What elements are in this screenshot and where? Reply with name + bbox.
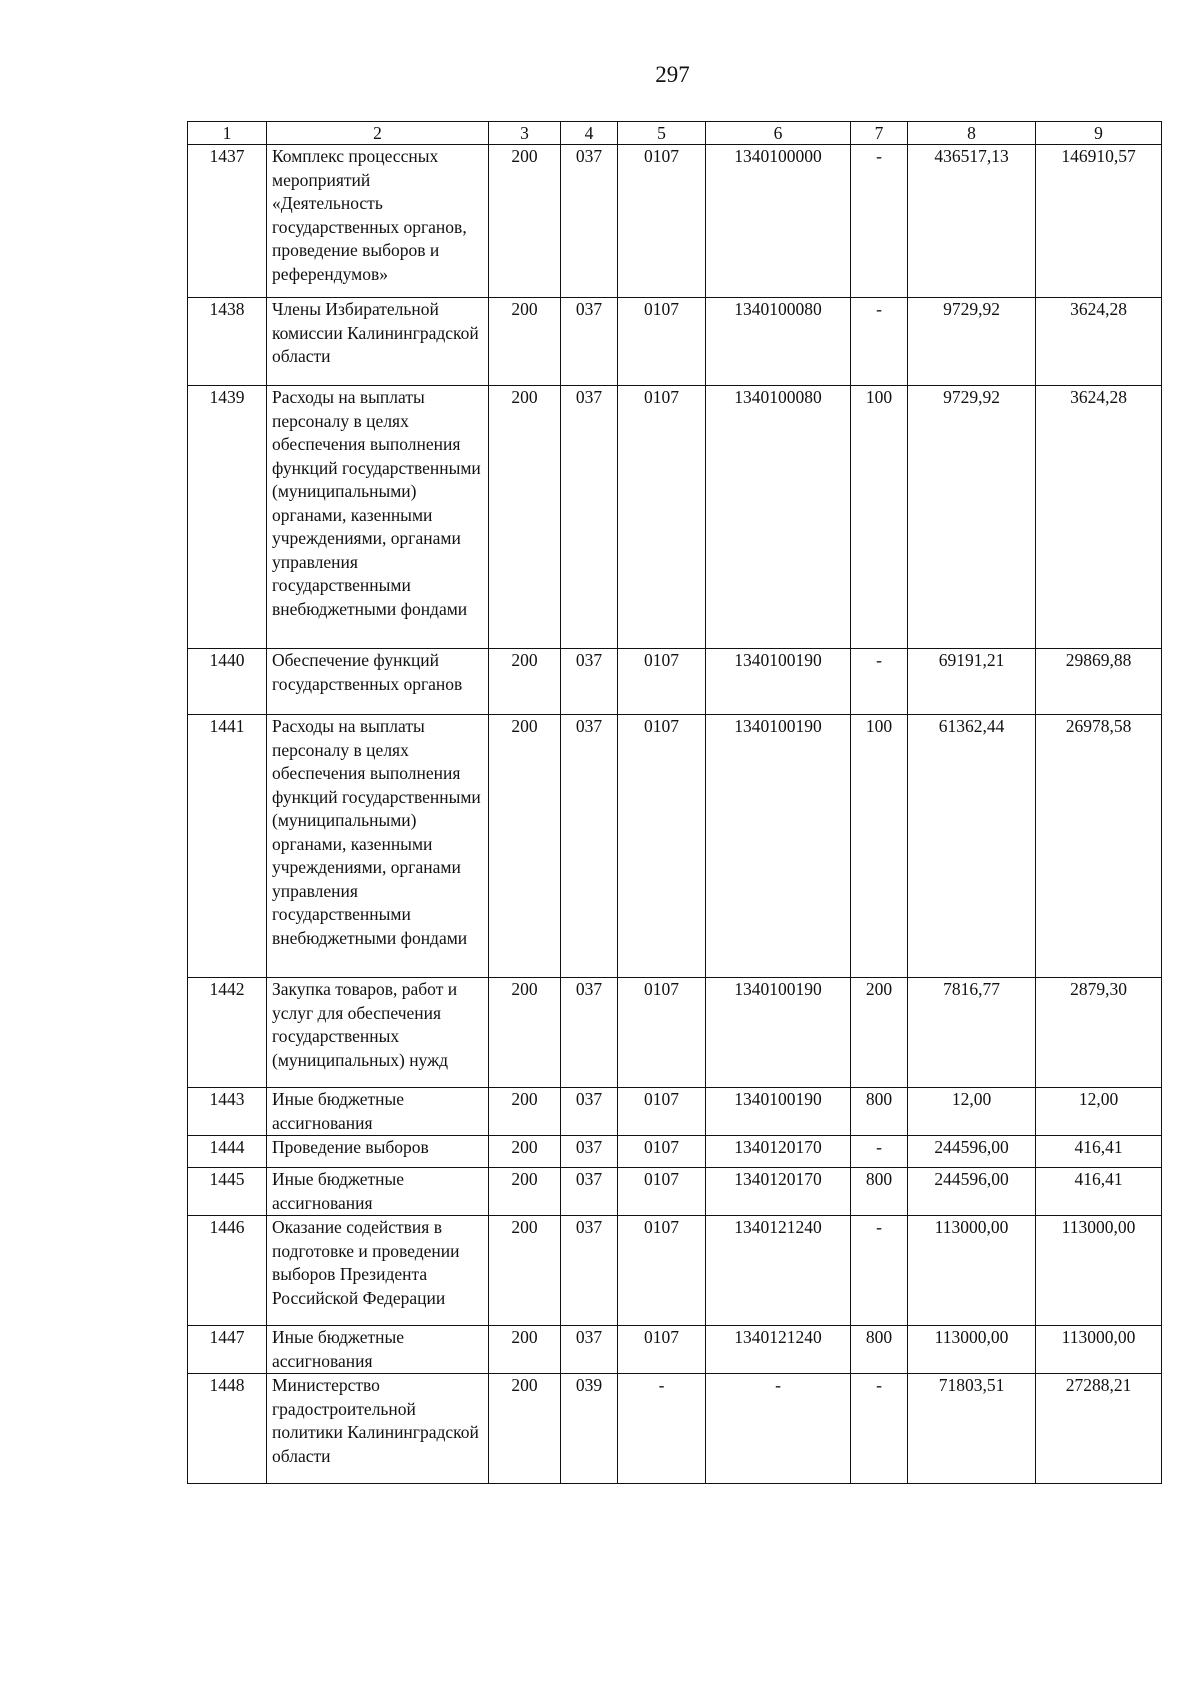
row-value-cell: - [851,1136,908,1168]
row-value-cell: 71803,51 [908,1374,1036,1484]
row-value-cell: 0107 [618,1136,706,1168]
row-value-cell: 1340100190 [706,715,851,978]
row-value-cell: 037 [561,978,618,1088]
row-value-cell: 800 [851,1088,908,1136]
row-number-cell: 1442 [188,978,267,1088]
row-name-cell: Члены Избирательной комиссии Калининградской области [267,298,489,386]
row-number-cell: 1447 [188,1326,267,1374]
table-row [188,1326,1162,1374]
row-value-cell: 200 [489,386,561,649]
row-value-cell: 113000,00 [908,1326,1036,1374]
row-value-cell: 69191,21 [908,649,1036,715]
row-value-cell: 1340120170 [706,1168,851,1216]
row-value-cell: 1340121240 [706,1326,851,1374]
column-header: 2 [267,122,489,145]
row-number-cell: 1437 [188,145,267,298]
row-value-cell: 200 [489,298,561,386]
row-value-cell: 12,00 [908,1088,1036,1136]
page-number: 297 [655,62,690,87]
table-row [188,1136,1162,1168]
row-value-cell: 100 [851,715,908,978]
row-value-cell: 1340100190 [706,978,851,1088]
row-name-cell: Проведение выборов [267,1136,489,1168]
row-value-cell: 200 [489,1216,561,1326]
row-value-cell: 113000,00 [908,1216,1036,1326]
row-value-cell: 113000,00 [1036,1216,1162,1326]
row-name-cell: Обеспечение функций государственных органов [267,649,489,715]
row-value-cell: 26978,58 [1036,715,1162,978]
row-number-cell: 1443 [188,1088,267,1136]
row-value-cell: 800 [851,1168,908,1216]
row-name-cell: Иные бюджетные ассигнования [267,1326,489,1374]
row-number-cell: 1441 [188,715,267,978]
table-row [188,386,1162,649]
row-value-cell: 436517,13 [908,145,1036,298]
row-value-cell: 200 [489,1088,561,1136]
row-value-cell: 1340121240 [706,1216,851,1326]
row-value-cell: 3624,28 [1036,386,1162,649]
row-value-cell: - [706,1374,851,1484]
row-value-cell: 037 [561,649,618,715]
row-value-cell: - [851,1216,908,1326]
row-name-cell: Закупка товаров, работ и услуг для обеспечения государственных (муниципальных) нужд [267,978,489,1088]
row-name-cell: Министерство градостроительной политики Калининградской области [267,1374,489,1484]
header-row [188,122,1162,145]
row-value-cell: 9729,92 [908,386,1036,649]
row-value-cell: 7816,77 [908,978,1036,1088]
column-header: 6 [706,122,851,145]
row-value-cell: 200 [489,1326,561,1374]
row-value-cell: 1340100080 [706,298,851,386]
row-value-cell: 037 [561,1326,618,1374]
row-value-cell: 12,00 [1036,1088,1162,1136]
row-value-cell: 0107 [618,649,706,715]
row-value-cell: 800 [851,1326,908,1374]
column-header: 5 [618,122,706,145]
row-value-cell: 3624,28 [1036,298,1162,386]
row-number-cell: 1439 [188,386,267,649]
row-value-cell: 1340100080 [706,386,851,649]
table-row [188,1088,1162,1136]
row-value-cell: 0107 [618,1326,706,1374]
table-row [188,145,1162,298]
row-value-cell: - [851,145,908,298]
table-row [188,649,1162,715]
row-value-cell: 037 [561,386,618,649]
row-value-cell: 61362,44 [908,715,1036,978]
row-value-cell: 0107 [618,1216,706,1326]
row-value-cell: 037 [561,715,618,978]
column-header: 8 [908,122,1036,145]
row-value-cell: - [851,649,908,715]
row-value-cell: 0107 [618,1088,706,1136]
table-row [188,978,1162,1088]
row-name-cell: Комплекс процессных мероприятий «Деятельность государственных органов, проведение выборов и референдумов» [267,145,489,298]
row-value-cell: 0107 [618,298,706,386]
row-value-cell: 0107 [618,978,706,1088]
row-value-cell: 244596,00 [908,1168,1036,1216]
column-header: 9 [1036,122,1162,145]
table-row [188,298,1162,386]
table-row [188,1374,1162,1484]
row-value-cell: 0107 [618,1168,706,1216]
row-number-cell: 1444 [188,1136,267,1168]
row-name-cell: Иные бюджетные ассигнования [267,1088,489,1136]
row-value-cell: - [851,298,908,386]
row-number-cell: 1440 [188,649,267,715]
column-header: 7 [851,122,908,145]
row-value-cell: 100 [851,386,908,649]
row-value-cell: 200 [489,978,561,1088]
row-value-cell: 244596,00 [908,1136,1036,1168]
table-row [188,1168,1162,1216]
row-value-cell: 416,41 [1036,1168,1162,1216]
row-value-cell: 27288,21 [1036,1374,1162,1484]
row-value-cell: 037 [561,145,618,298]
row-name-cell: Расходы на выплаты персоналу в целях обеспечения выполнения функций государственными (муниципальными) органами, казенными учреждениями, органами управления государственными внебюджетными фондами [267,715,489,978]
table-row [188,1216,1162,1326]
row-value-cell: 037 [561,1216,618,1326]
column-header: 4 [561,122,618,145]
row-number-cell: 1446 [188,1216,267,1326]
row-value-cell: 1340100190 [706,649,851,715]
row-value-cell: 1340100190 [706,1088,851,1136]
row-value-cell: 113000,00 [1036,1326,1162,1374]
row-value-cell: 1340120170 [706,1136,851,1168]
row-value-cell: 039 [561,1374,618,1484]
row-number-cell: 1445 [188,1168,267,1216]
row-name-cell: Оказание содействия в подготовке и проведении выборов Президента Российской Федерации [267,1216,489,1326]
row-value-cell: 200 [489,649,561,715]
row-value-cell: 0107 [618,386,706,649]
row-value-cell: 146910,57 [1036,145,1162,298]
column-header: 3 [489,122,561,145]
row-value-cell: 037 [561,298,618,386]
row-name-cell: Расходы на выплаты персоналу в целях обеспечения выполнения функций государственными (муниципальными) органами, казенными учреждениями, органами управления государственными внебюджетными фондами [267,386,489,649]
row-value-cell: - [618,1374,706,1484]
row-value-cell: 9729,92 [908,298,1036,386]
row-value-cell: - [851,1374,908,1484]
row-value-cell: 037 [561,1168,618,1216]
column-header: 1 [188,122,267,145]
row-number-cell: 1438 [188,298,267,386]
row-value-cell: 200 [489,1374,561,1484]
row-value-cell: 200 [489,1136,561,1168]
row-value-cell: 200 [851,978,908,1088]
row-value-cell: 200 [489,715,561,978]
row-value-cell: 2879,30 [1036,978,1162,1088]
row-value-cell: 037 [561,1136,618,1168]
table-row [188,715,1162,978]
row-value-cell: 037 [561,1088,618,1136]
row-value-cell: 200 [489,145,561,298]
table-body [188,122,1162,1484]
row-value-cell: 200 [489,1168,561,1216]
row-value-cell: 0107 [618,145,706,298]
row-number-cell: 1448 [188,1374,267,1484]
row-value-cell: 416,41 [1036,1136,1162,1168]
row-value-cell: 29869,88 [1036,649,1162,715]
row-value-cell: 0107 [618,715,706,978]
row-name-cell: Иные бюджетные ассигнования [267,1168,489,1216]
budget-table [187,121,1162,1484]
row-value-cell: 1340100000 [706,145,851,298]
